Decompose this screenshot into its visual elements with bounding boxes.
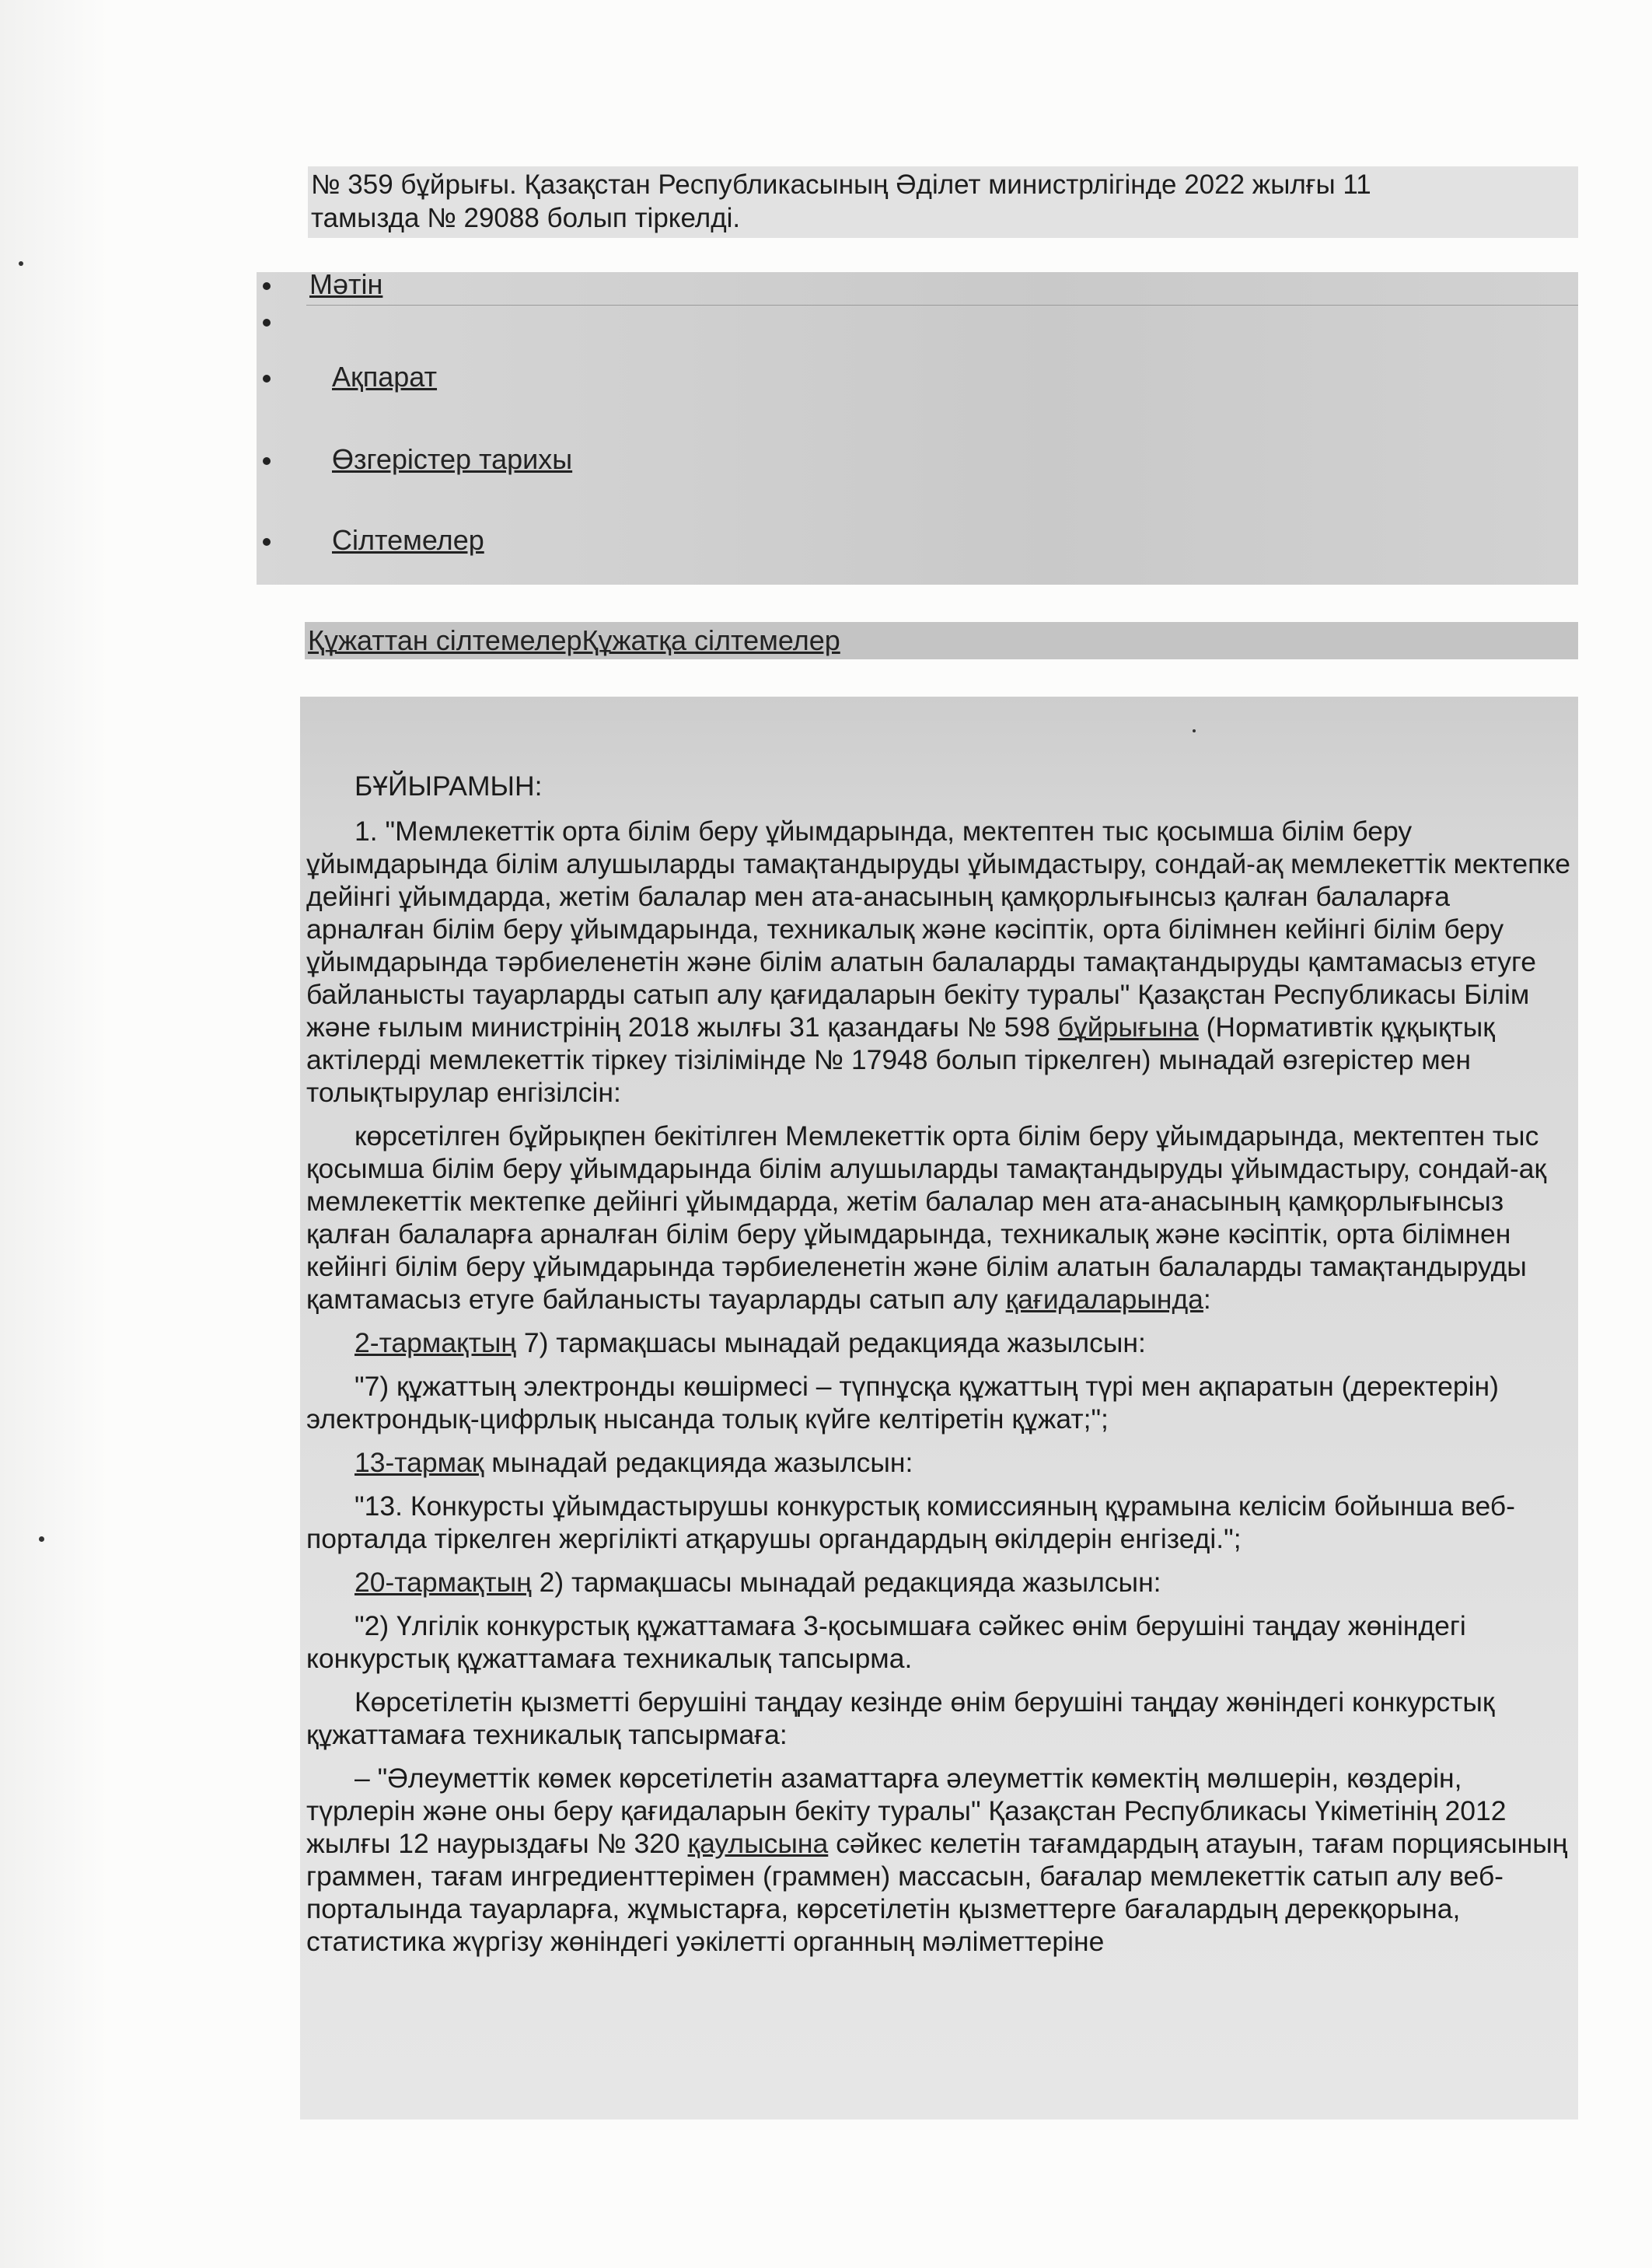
paragraph-1 xyxy=(306,815,1573,1109)
link-item-20[interactable]: 20-тармақтың xyxy=(354,1567,532,1598)
nav-link-text[interactable]: Мәтін xyxy=(309,268,383,300)
nav-item-references[interactable] xyxy=(332,524,484,557)
paragraph-10 xyxy=(306,1762,1573,1958)
link-item-13[interactable]: 13-тармақ xyxy=(354,1447,484,1478)
paragraph-4: "7) құжаттың электронды көшірмесі – түпнұсқа құжаттың түрі мен ақпаратын (деректерін) электрондық-цифрлық нысанда толық күйге келтіретін құжат;"; xyxy=(306,1371,1499,1435)
link-order-598[interactable]: бұйрығына xyxy=(1057,1012,1199,1043)
nav-link-info[interactable]: Ақпарат xyxy=(332,361,438,393)
nav-link-history[interactable]: Өзгерістер тарихы xyxy=(332,443,573,475)
bullet-icon xyxy=(263,319,271,327)
paragraph-2-text: көрсетілген бұйрықпен бекітілген Мемлекеттік орта білім беру ұйымдарында, мектептен тыс қосымша білім беру ұйымдарында білім алушыларды тамақтандыруды ұйымдастыру, сондай-ақ мемлекеттік мектепке дейінгі ұйымдарда, жетім балалар мен ата-анасының қамқорлығынсыз қалған балаларға арналған білім беру ұйымдарында, техникалық және кәсіптік, орта білімнен кейінгі білім беру ұйымдарында тәрбиеленетін және білім алатын балаларды тамақтандыруды қамтамасыз етуге байланысты тауарларды сатып алу xyxy=(306,1120,1547,1315)
nav-item-info[interactable] xyxy=(332,361,437,393)
nav-item-text[interactable] xyxy=(309,268,382,301)
bullet-icon xyxy=(263,457,271,465)
nav-item-history[interactable] xyxy=(332,443,572,476)
paragraph-3 xyxy=(306,1326,1573,1359)
paragraph-7 xyxy=(306,1566,1573,1599)
paragraph-3-text: 7) тармақшасы мынадай редакцияда жазылсын: xyxy=(515,1327,1146,1358)
bullet-icon xyxy=(263,538,271,546)
bullet-icon xyxy=(263,375,271,383)
scan-speck xyxy=(39,1536,44,1542)
header-line-2: тамызда № 29088 болып тіркелді. xyxy=(311,203,741,233)
link-rules[interactable]: қағидаларында xyxy=(1005,1284,1203,1315)
paragraph-5 xyxy=(306,1446,1573,1479)
paragraph-1-text-end: (Нормативтік құқықтық актілерді мемлекеттік тіркеу тізілімінде № 17948 болып тіркелген) мынадай өзгерістер мен толықтырулар енгізілсін: xyxy=(306,1012,1495,1108)
paragraph-10-text-end: сәйкес келетін тағамдардың атауын, тағам порциясының граммен, тағам ингредиенттерімен (граммен) массасын, бағалар мемлекеттік сатып алу веб-порталында тауарларға, жұмыстарға, көрсетілетін қызметтерге бағалардың дерекқорына, статистика жүргізу жөніндегі уәкілетті органның мәліметтеріне xyxy=(306,1828,1568,1957)
paragraph-8: "2) Үлгілік конкурстық құжаттамаға 3-қосымшаға сәйкес өнім берушіні таңдау жөніндегі конкурстық құжаттамаға техникалық тапсырма. xyxy=(306,1610,1466,1674)
nav-link-references[interactable]: Сілтемелер xyxy=(332,524,484,556)
paragraph-9: Көрсетілетін қызметті берушіні таңдау кезінде өнім берушіні таңдау жөніндегі конкурстық құжаттамаға техникалық тапсырмаға: xyxy=(306,1686,1495,1750)
scan-speck xyxy=(19,261,23,266)
link-item-2[interactable]: 2-тармақтың xyxy=(354,1327,516,1358)
paragraph-10-text: – "Әлеуметтік көмек көрсетілетін азаматтарға әлеуметтік көмектің мөлшерін, көздерін, түрлерін және оны беру қағидаларын бекіту туралы" Қазақстан Республикасы Үкіметінің 2012 жылғы 12 наурыздағы № 320 xyxy=(306,1763,1507,1859)
document-header xyxy=(308,166,1578,238)
nav-divider xyxy=(306,305,1578,306)
paragraph-2-text-end: : xyxy=(1203,1284,1211,1315)
link-resolution-320[interactable]: қаулысына xyxy=(687,1828,829,1859)
tab-links-to-document[interactable]: Құжатқа сілтемелер xyxy=(582,624,840,656)
order-title: БҰЙЫРАМЫН: xyxy=(354,771,543,802)
tab-links-from-document[interactable]: Құжаттан сілтемелер xyxy=(308,624,582,656)
paragraph-5-text: мынадай редакцияда жазылсын: xyxy=(484,1447,913,1478)
header-line-1: № 359 бұйрығы. Қазақстан Республикасының Әділет министрлігінде 2022 жылғы 11 xyxy=(311,169,1371,200)
paragraph-1-text: 1. "Мемлекеттік орта білім беру ұйымдарында, мектептен тыс қосымша білім беру ұйымдарында білім алушыларды тамақтандыруды ұйымдастыру, сондай-ақ мемлекеттік мектепке дейінгі ұйымдарда, жетім балалар мен ата-анасының қамқорлығынсыз қалған балаларға арналған білім беру ұйымдарында, техникалық және кәсіптік, орта білімнен кейінгі білім беру ұйымдарында тәрбиеленетін және білім алатын балаларды тамақтандыруды қамтамасыз етуге байланысты тауарларды сатып алу қағидаларын бекіту туралы" Қазақстан Республикасы Білім және ғылым министрінің 2018 жылғы 31 қазандағы № 598 xyxy=(306,816,1571,1043)
bullet-icon xyxy=(263,282,271,290)
paragraph-7-text: 2) тармақшасы мынадай редакцияда жазылсын: xyxy=(531,1567,1161,1598)
reference-tabs xyxy=(305,622,1578,659)
paragraph-2 xyxy=(306,1120,1573,1316)
document-content xyxy=(306,770,1573,1969)
page-edge-shade xyxy=(0,0,109,2268)
paragraph-6: "13. Конкурсты ұйымдастырушы конкурстық комиссияның құрамына келісім бойынша веб-порталда тіркелген жергілікті атқарушы органдардың өкілдерін енгізеді."; xyxy=(306,1490,1515,1554)
scan-speck xyxy=(1193,729,1196,732)
